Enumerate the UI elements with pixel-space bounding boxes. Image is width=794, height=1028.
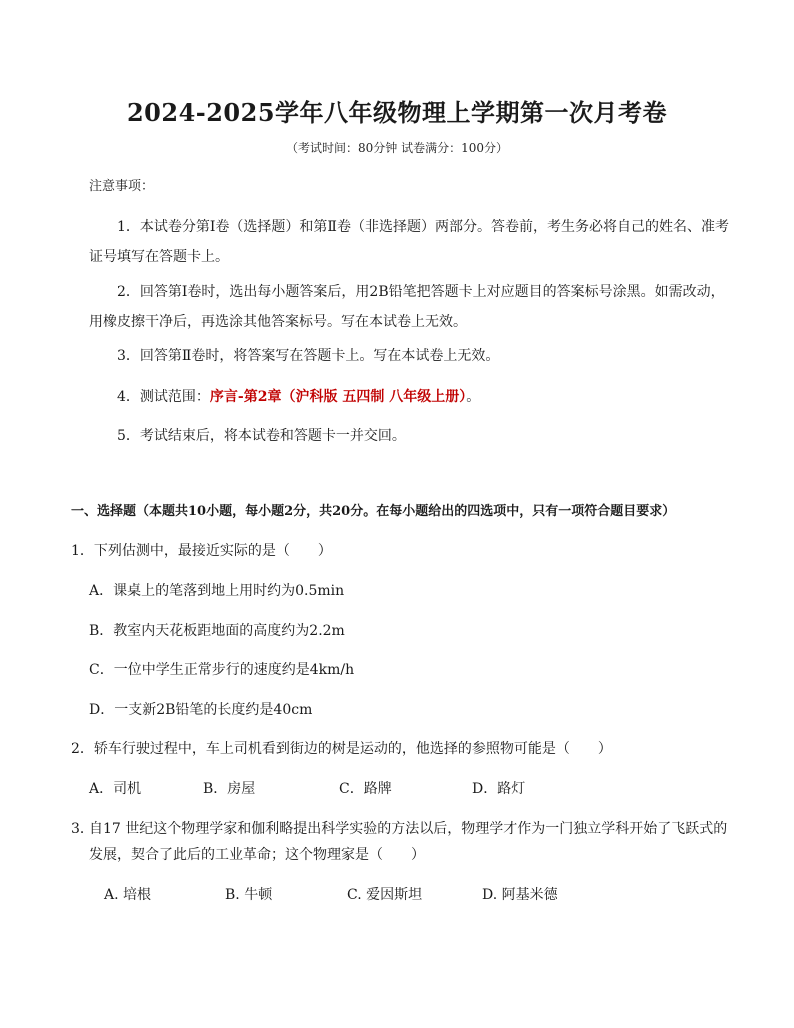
- notice-item-5: 5．考试结束后，将本试卷和答题卡一并交回。: [117, 428, 406, 444]
- notice-item-4: [89, 382, 729, 412]
- question-2-option-a: A．司机: [89, 781, 142, 797]
- question-2-option-d: D．路灯: [472, 781, 526, 797]
- notice-item-4-prefix: 4．测试范围：: [117, 389, 210, 405]
- notice-item-3: 3．回答第Ⅱ卷时，将答案写在答题卡上。写在本试卷上无效。: [117, 348, 500, 364]
- question-1-stem: 1．下列估测中，最接近实际的是（ ）: [71, 543, 332, 559]
- notice-item-4-suffix: 。: [466, 389, 481, 405]
- question-2-stem: 2．轿车行驶过程中，车上司机看到街边的树是运动的，他选择的参照物可能是（ ）: [71, 741, 612, 757]
- question-1-option-b: B．教室内天花板距地面的高度约为2.2m: [89, 623, 345, 639]
- notice-item-1: 1．本试卷分第Ⅰ卷（选择题）和第Ⅱ卷（非选择题）两部分。答卷前，考生务必将自己的姓名、准考证号填写在答题卡上。: [89, 219, 729, 265]
- question-3-stem: [71, 816, 739, 868]
- test-scope: 序言-第2章（沪科版 五四制 八年级上册）: [209, 389, 467, 405]
- question-2-option-b: B．房屋: [203, 781, 256, 797]
- question-3-option-d: D. 阿基米德: [482, 887, 558, 903]
- question-3-option-b: B. 牛顿: [225, 887, 273, 903]
- notice-heading: 注意事项：: [89, 179, 155, 194]
- question-3-option-c: C. 爱因斯坦: [347, 887, 423, 903]
- question-1-option-c: C．一位中学生正常步行的速度约是4km/h: [89, 662, 355, 678]
- exam-info: （考试时间：80分钟 试卷满分：100分）: [286, 141, 508, 155]
- question-3-text: 自17 世纪这个物理学家和伽利略提出科学实验的方法以后，物理学才作为一门独立学科开始了飞跃式的发展，契合了此后的工业革命；这个物理家是（ ）: [89, 821, 728, 863]
- question-3-option-a: A. 培根: [104, 887, 152, 903]
- page-title: 2024-2025学年八年级物理上学期第一次月考卷: [126, 98, 668, 127]
- question-1-option-d: D．一支新2B铅笔的长度约是40cm: [89, 702, 313, 718]
- question-1-option-a: A．课桌上的笔落到地上用时约为0.5min: [89, 583, 345, 599]
- question-3-number: 3．: [71, 821, 94, 837]
- notice-item-2: 2．回答第Ⅰ卷时，选出每小题答案后，用2B铅笔把答题卡上对应题目的答案标号涂黑。如需改动，用橡皮擦干净后，再选涂其他答案标号。写在本试卷上无效。: [89, 284, 725, 330]
- section-heading: 一、选择题（本题共10小题，每小题2分，共20分。在每小题给出的四选项中，只有一项符合题目要求）: [71, 504, 676, 519]
- question-2-option-c: C．路牌: [339, 781, 392, 797]
